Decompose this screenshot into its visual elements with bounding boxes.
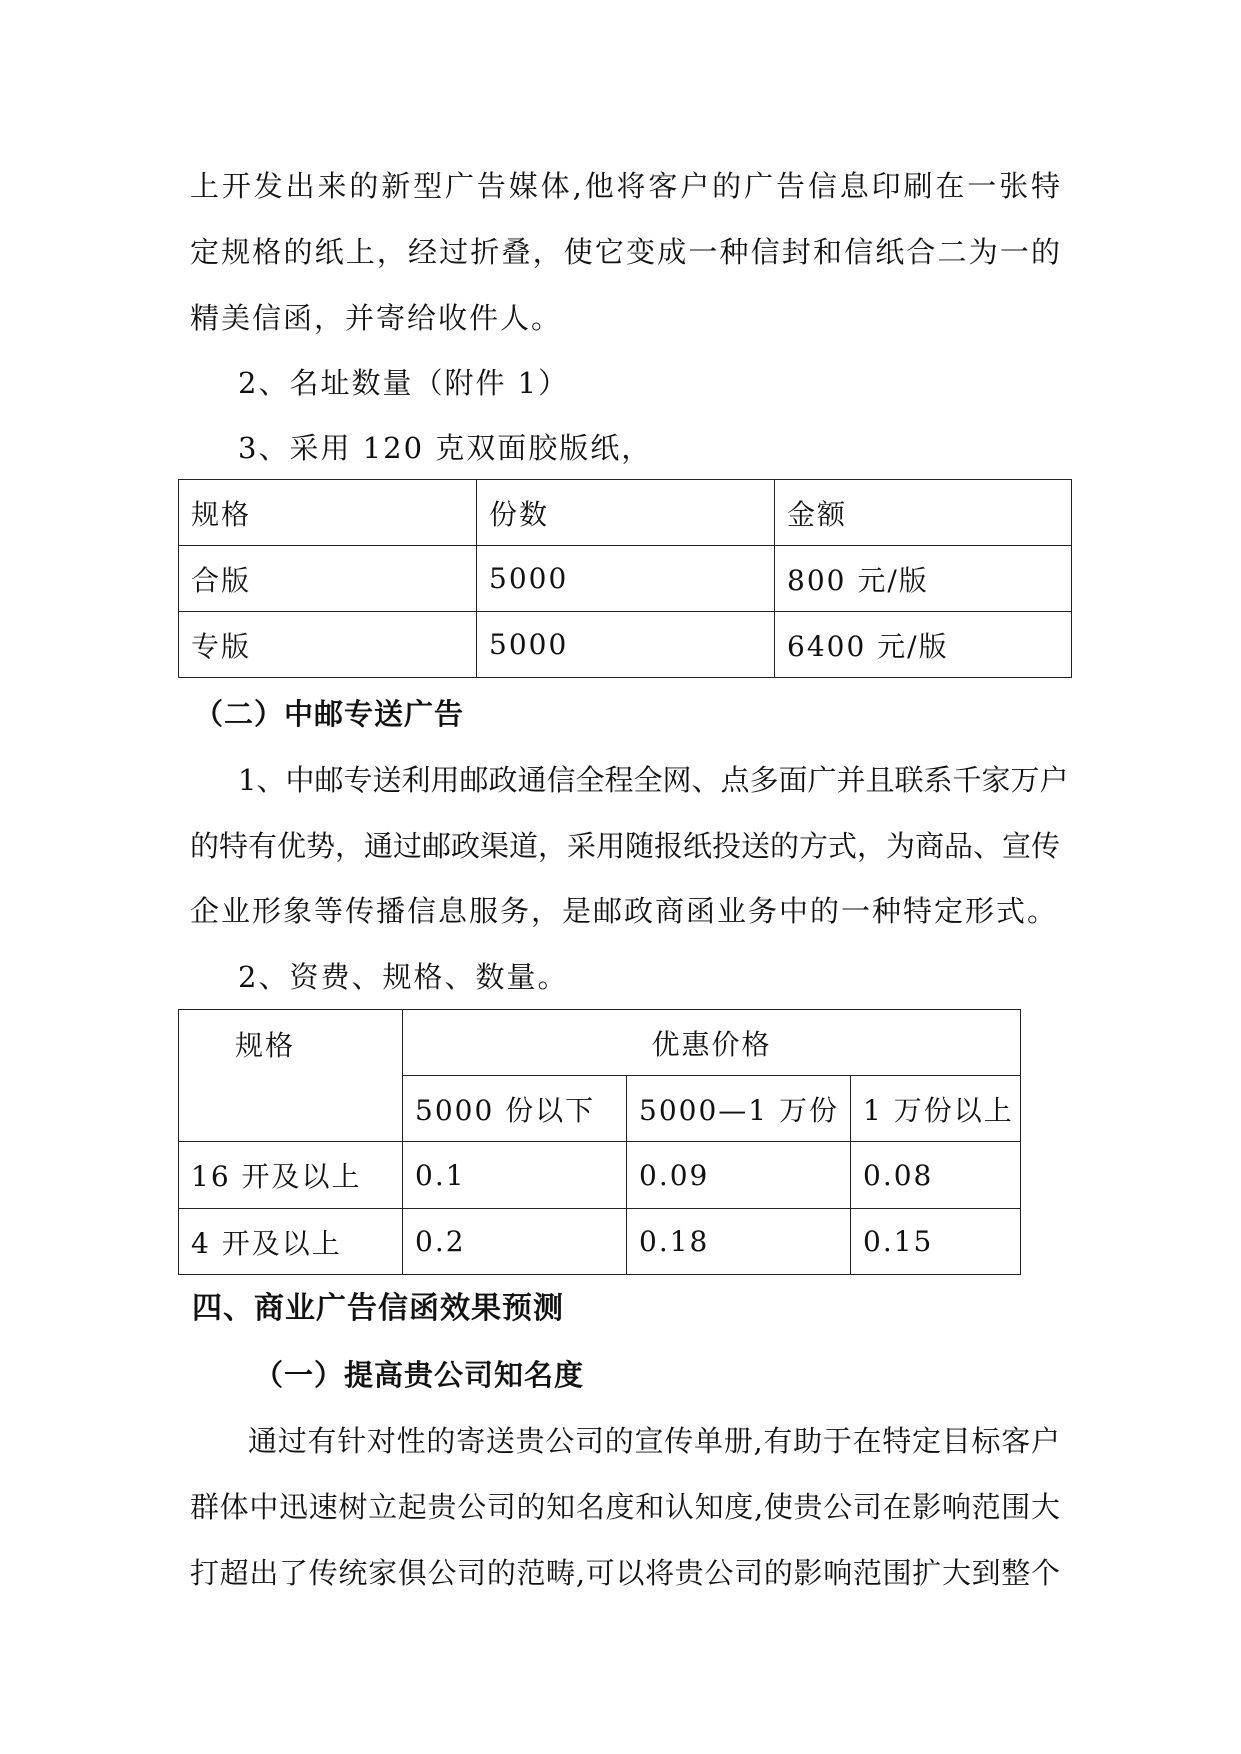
table-row [179, 1209, 1021, 1275]
table-cell: 800 元/版 [775, 546, 1072, 612]
table-cell: 5000 [477, 546, 775, 612]
table-cell: 合版 [179, 546, 477, 612]
list-item: 2、名址数量（附件 1） [238, 366, 570, 400]
table-cell: 4 开及以上 [179, 1209, 403, 1275]
table-cell: 6400 元/版 [775, 612, 1072, 678]
paragraph-line: 企业形象等传播信息服务，是邮政商函业务中的一种特定形式。 [190, 894, 1059, 928]
table-cell: 5000 [477, 612, 775, 678]
table-header-cell: 金额 [775, 480, 1072, 546]
table-row [179, 1142, 1021, 1209]
price-table-delivery [178, 1009, 1021, 1275]
table-row [179, 612, 1072, 678]
table-cell: 0.18 [627, 1209, 851, 1275]
paragraph-line: 群体中迅速树立起贵公司的知名度和认知度,使贵公司在影响范围大 [190, 1490, 1060, 1524]
table-header-cell: 5000—1 万份 [627, 1076, 851, 1142]
paragraph-line: 1、中邮专送利用邮政通信全程全网、点多面广并且联系千家万户 [238, 763, 1069, 797]
table-cell: 16 开及以上 [179, 1142, 403, 1209]
table-cell: 0.09 [627, 1142, 851, 1209]
paragraph-line: 打超出了传统家俱公司的范畴,可以将贵公司的影响范围扩大到整个 [190, 1556, 1060, 1590]
paragraph-line: 通过有针对性的寄送贵公司的宣传单册,有助于在特定目标客户 [248, 1424, 1060, 1458]
table-cell: 专版 [179, 612, 477, 678]
table-cell: 0.1 [403, 1142, 627, 1209]
list-item: 3、采用 120 克双面胶版纸， [238, 431, 653, 465]
table-header-cell: 优惠价格 [403, 1010, 1021, 1076]
table-cell: 0.2 [403, 1209, 627, 1275]
paragraph-line: 定规格的纸上，经过折叠，使它变成一种信封和信纸合二为一的 [190, 235, 1060, 269]
table-header-row [179, 480, 1072, 546]
section-heading: （一）提高贵公司知名度 [254, 1358, 585, 1392]
table-row [179, 546, 1072, 612]
table-header-cell: 5000 份以下 [403, 1076, 627, 1142]
section-heading: （二）中邮专送广告 [194, 697, 465, 731]
list-item: 2、资费、规格、数量。 [238, 960, 569, 994]
table-cell: 0.08 [851, 1142, 1021, 1209]
table-header-cell: 规格 [179, 480, 477, 546]
table-cell: 0.15 [851, 1209, 1021, 1275]
table-header-row [179, 1010, 1021, 1076]
table-header-cell: 份数 [477, 480, 775, 546]
price-table-letter [178, 479, 1072, 678]
table-header-cell: 1 万份以上 [851, 1076, 1021, 1142]
paragraph-line: 的特有优势，通过邮政渠道，采用随报纸投送的方式，为商品、宣传 [190, 829, 1061, 863]
table-header-cell: 规格 [179, 1010, 403, 1142]
paragraph-line: 上开发出来的新型广告媒体,他将客户的广告信息印刷在一张特 [190, 169, 1060, 203]
chapter-heading: 四、商业广告信函效果预测 [192, 1291, 564, 1326]
paragraph-line: 精美信函，并寄给收件人。 [190, 301, 563, 335]
